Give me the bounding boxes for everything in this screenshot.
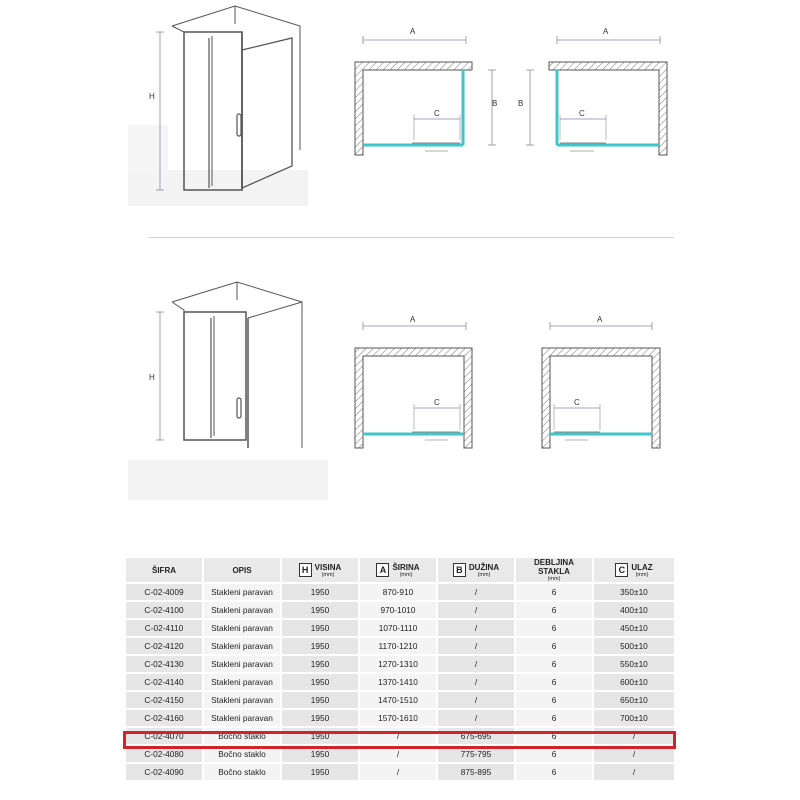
cell-duzina: 675-695 <box>438 728 516 744</box>
cell-opis: Bočno staklo <box>204 728 282 744</box>
cell-sifra: C-02-4160 <box>126 710 204 726</box>
table-row <box>126 638 674 654</box>
header-ulaz-unit: (mm) <box>635 571 649 578</box>
cell-sirina: / <box>360 746 438 762</box>
header-opis: OPIS <box>204 558 282 582</box>
cell-duzina: / <box>438 674 516 690</box>
plan1-label-a: A <box>410 27 416 36</box>
cell-opis: Stakleni paravan <box>204 710 282 726</box>
table-row-highlighted <box>126 728 674 744</box>
plan-corner-left <box>526 36 667 155</box>
cell-debljina: 6 <box>516 728 594 744</box>
header-visina <box>282 558 360 582</box>
cell-sirina: 1070-1110 <box>360 620 438 636</box>
cell-ulaz: 700±10 <box>594 710 674 726</box>
cell-ulaz: 400±10 <box>594 602 674 618</box>
table-row <box>126 746 674 762</box>
table-row <box>126 692 674 708</box>
cell-opis: Bočno staklo <box>204 746 282 762</box>
c-letter-icon: C <box>615 563 628 577</box>
cell-ulaz: 450±10 <box>594 620 674 636</box>
cell-debljina: 6 <box>516 764 594 780</box>
cell-sifra: C-02-4100 <box>126 602 204 618</box>
cell-visina: 1950 <box>282 620 360 636</box>
plan3-label-c: C <box>434 398 440 407</box>
table-row <box>126 656 674 672</box>
cell-sirina: 870-910 <box>360 584 438 600</box>
cell-duzina: / <box>438 656 516 672</box>
cell-debljina: 6 <box>516 638 594 654</box>
height-dimension-2 <box>156 312 164 440</box>
cell-sirina: 970-1010 <box>360 602 438 618</box>
cell-sifra: C-02-4140 <box>126 674 204 690</box>
header-debljina-label: DEBLJINA STAKLA <box>533 558 574 576</box>
cell-debljina: 6 <box>516 584 594 600</box>
plan3-label-a: A <box>410 315 416 324</box>
cell-debljina: 6 <box>516 692 594 708</box>
header-debljina <box>516 558 594 582</box>
cell-opis: Stakleni paravan <box>204 620 282 636</box>
plan-niche-2 <box>542 322 660 448</box>
spec-table <box>126 556 674 782</box>
cell-opis: Stakleni paravan <box>204 584 282 600</box>
cell-sirina: 1470-1510 <box>360 692 438 708</box>
cell-ulaz: 600±10 <box>594 674 674 690</box>
cell-opis: Stakleni paravan <box>204 656 282 672</box>
header-sirina <box>360 558 438 582</box>
cell-duzina: / <box>438 638 516 654</box>
cell-debljina: 6 <box>516 746 594 762</box>
plan1-label-b: B <box>492 99 498 108</box>
cell-sirina: / <box>360 728 438 744</box>
enclosure-3d-niche <box>128 282 328 500</box>
cell-ulaz: 550±10 <box>594 656 674 672</box>
cell-sifra: C-02-4070 <box>126 728 204 744</box>
header-ulaz <box>594 558 674 582</box>
cell-duzina: / <box>438 692 516 708</box>
cell-duzina: / <box>438 620 516 636</box>
table-row <box>126 710 674 726</box>
table-row <box>126 602 674 618</box>
cell-duzina: / <box>438 602 516 618</box>
table-header-row <box>126 558 674 582</box>
plan2-label-a: A <box>603 27 609 36</box>
cell-debljina: 6 <box>516 656 594 672</box>
cell-duzina: 775-795 <box>438 746 516 762</box>
cell-debljina: 6 <box>516 620 594 636</box>
cell-opis: Bočno staklo <box>204 764 282 780</box>
plan1-label-c: C <box>434 109 440 118</box>
header-sirina-label: ŠIRINA <box>392 562 420 572</box>
header-ulaz-label: ULAZ <box>631 562 653 572</box>
cell-visina: 1950 <box>282 602 360 618</box>
plan2-label-b: B <box>518 99 524 108</box>
cell-visina: 1950 <box>282 674 360 690</box>
table-row <box>126 584 674 600</box>
plan-corner-right <box>355 36 496 155</box>
cell-sifra: C-02-4150 <box>126 692 204 708</box>
plan4-label-c: C <box>574 398 580 407</box>
cell-ulaz: / <box>594 746 674 762</box>
header-duzina <box>438 558 516 582</box>
table-row <box>126 764 674 780</box>
header-sirina-unit: (mm) <box>399 571 413 578</box>
spec-table-wrapper <box>126 556 674 782</box>
header-visina-unit: (mm) <box>321 571 335 578</box>
a-letter-icon: A <box>376 563 389 577</box>
cell-sirina: 1570-1610 <box>360 710 438 726</box>
table-row <box>126 620 674 636</box>
cell-duzina: / <box>438 710 516 726</box>
header-duzina-label: DUŽINA <box>468 562 500 572</box>
header-sifra: ŠIFRA <box>126 558 204 582</box>
plan-niche-1 <box>355 322 472 448</box>
table-body <box>126 584 674 780</box>
cell-ulaz: 500±10 <box>594 638 674 654</box>
cell-visina: 1950 <box>282 638 360 654</box>
cell-debljina: 6 <box>516 602 594 618</box>
h-letter-icon: H <box>299 563 312 577</box>
header-debljina-unit: (mm) <box>547 576 561 582</box>
cell-sifra: C-02-4130 <box>126 656 204 672</box>
cell-sifra: C-02-4110 <box>126 620 204 636</box>
cell-opis: Stakleni paravan <box>204 674 282 690</box>
cell-ulaz: 650±10 <box>594 692 674 708</box>
header-duzina-unit: (mm) <box>477 571 491 578</box>
cell-visina: 1950 <box>282 764 360 780</box>
cell-opis: Stakleni paravan <box>204 638 282 654</box>
plan2-label-c: C <box>579 109 585 118</box>
cell-debljina: 6 <box>516 710 594 726</box>
cell-sifra: C-02-4009 <box>126 584 204 600</box>
cell-visina: 1950 <box>282 728 360 744</box>
section-divider <box>148 237 674 238</box>
cell-duzina: 875-895 <box>438 764 516 780</box>
cell-sifra: C-02-4080 <box>126 746 204 762</box>
cell-ulaz: 350±10 <box>594 584 674 600</box>
cell-visina: 1950 <box>282 692 360 708</box>
plan4-label-a: A <box>597 315 603 324</box>
enclosure-3d-corner <box>128 6 308 206</box>
cell-sirina: 1170-1210 <box>360 638 438 654</box>
cell-ulaz: / <box>594 764 674 780</box>
cell-sirina: / <box>360 764 438 780</box>
cell-opis: Stakleni paravan <box>204 602 282 618</box>
cell-visina: 1950 <box>282 746 360 762</box>
cell-sifra: C-02-4090 <box>126 764 204 780</box>
header-visina-label: VISINA <box>314 562 342 572</box>
cell-debljina: 6 <box>516 674 594 690</box>
cell-opis: Stakleni paravan <box>204 692 282 708</box>
cell-visina: 1950 <box>282 656 360 672</box>
cell-visina: 1950 <box>282 710 360 726</box>
table-row <box>126 674 674 690</box>
cell-duzina: / <box>438 584 516 600</box>
height-label: H <box>149 92 155 101</box>
b-letter-icon: B <box>453 563 466 577</box>
cell-sifra: C-02-4120 <box>126 638 204 654</box>
cell-ulaz: / <box>594 728 674 744</box>
cell-visina: 1950 <box>282 584 360 600</box>
height-label-2: H <box>149 373 155 382</box>
cell-sirina: 1270-1310 <box>360 656 438 672</box>
cell-sirina: 1370-1410 <box>360 674 438 690</box>
